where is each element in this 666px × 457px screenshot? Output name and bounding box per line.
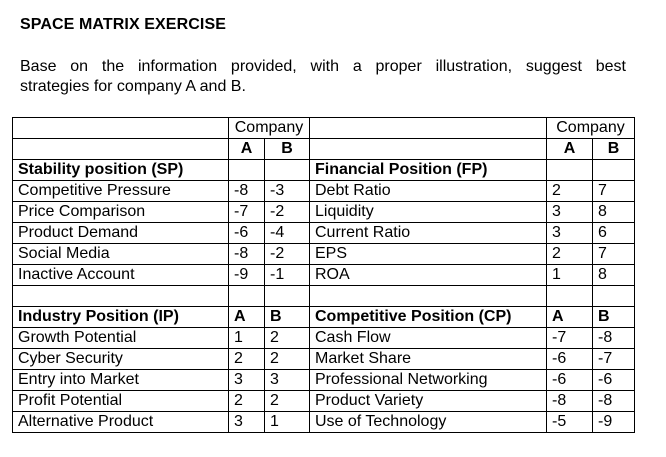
cp-heading: Competitive Position (CP) <box>310 307 547 328</box>
fp-value-a: 2 <box>547 244 593 265</box>
company-header-right: Company <box>547 118 635 139</box>
ip-value-b: 2 <box>265 328 310 349</box>
sp-value-b: -4 <box>265 223 310 244</box>
cp-value-b: -8 <box>593 328 635 349</box>
table-row <box>13 223 635 244</box>
col-a-header-right: A <box>547 139 593 160</box>
instructions-line-2: strategies for company A and B. <box>20 78 246 95</box>
ip-col-b-header: B <box>265 307 310 328</box>
sp-value-a: -7 <box>229 202 265 223</box>
ip-value-a: 3 <box>229 370 265 391</box>
fp-value-b: 6 <box>593 223 635 244</box>
ip-factor-label: Profit Potential <box>13 391 229 412</box>
fp-factor-label: EPS <box>310 244 547 265</box>
ip-value-b: 2 <box>265 349 310 370</box>
fp-factor-label: Liquidity <box>310 202 547 223</box>
ip-heading: Industry Position (IP) <box>13 307 229 328</box>
sp-factor-label: Product Demand <box>13 223 229 244</box>
table-row <box>13 202 635 223</box>
cp-factor-label: Cash Flow <box>310 328 547 349</box>
col-b-header-right: B <box>593 139 635 160</box>
cp-value-b: -9 <box>593 412 635 433</box>
cp-factor-label: Professional Networking <box>310 370 547 391</box>
sp-factor-label: Price Comparison <box>13 202 229 223</box>
cp-value-a: -6 <box>547 370 593 391</box>
space-matrix-table <box>12 117 635 433</box>
cp-value-a: -8 <box>547 391 593 412</box>
sp-factor-label: Competitive Pressure <box>13 181 229 202</box>
cp-value-b: -8 <box>593 391 635 412</box>
table-row <box>13 244 635 265</box>
cp-factor-label: Product Variety <box>310 391 547 412</box>
cp-value-b: -6 <box>593 370 635 391</box>
ip-value-b: 3 <box>265 370 310 391</box>
fp-value-a: 3 <box>547 223 593 244</box>
cp-value-a: -5 <box>547 412 593 433</box>
sp-value-a: -6 <box>229 223 265 244</box>
ab-header-row <box>13 139 635 160</box>
cp-factor-label: Market Share <box>310 349 547 370</box>
table-row <box>13 349 635 370</box>
cp-col-a-header: A <box>547 307 593 328</box>
fp-value-b: 7 <box>593 181 635 202</box>
instructions-line-1: Base on the information provided, with a proper illustration, suggest best <box>20 58 626 75</box>
table-row <box>13 328 635 349</box>
fp-value-a: 3 <box>547 202 593 223</box>
ip-value-a: 1 <box>229 328 265 349</box>
ip-cp-heading-row <box>13 307 635 328</box>
col-b-header-left: B <box>265 139 310 160</box>
fp-value-b: 8 <box>593 265 635 286</box>
table-row <box>13 181 635 202</box>
table-row <box>13 370 635 391</box>
cp-value-a: -6 <box>547 349 593 370</box>
spacer-row <box>13 286 635 307</box>
exercise-instructions <box>20 57 626 97</box>
sp-value-a: -8 <box>229 181 265 202</box>
ip-value-b: 2 <box>265 391 310 412</box>
company-header-left: Company <box>229 118 310 139</box>
sp-heading: Stability position (SP) <box>13 160 229 181</box>
fp-heading: Financial Position (FP) <box>310 160 547 181</box>
sp-value-a: -9 <box>229 265 265 286</box>
table-row <box>13 391 635 412</box>
table-row <box>13 412 635 433</box>
company-header-row <box>13 118 635 139</box>
fp-factor-label: ROA <box>310 265 547 286</box>
ip-factor-label: Alternative Product <box>13 412 229 433</box>
sp-value-b: -1 <box>265 265 310 286</box>
table-row <box>13 265 635 286</box>
sp-fp-heading-row <box>13 160 635 181</box>
ip-value-a: 2 <box>229 391 265 412</box>
col-a-header-left: A <box>229 139 265 160</box>
ip-col-a-header: A <box>229 307 265 328</box>
sp-value-b: -2 <box>265 202 310 223</box>
sp-value-b: -2 <box>265 244 310 265</box>
fp-value-a: 1 <box>547 265 593 286</box>
fp-value-a: 2 <box>547 181 593 202</box>
ip-factor-label: Entry into Market <box>13 370 229 391</box>
fp-factor-label: Debt Ratio <box>310 181 547 202</box>
ip-factor-label: Growth Potential <box>13 328 229 349</box>
cp-col-b-header: B <box>593 307 635 328</box>
fp-value-b: 8 <box>593 202 635 223</box>
sp-value-b: -3 <box>265 181 310 202</box>
ip-factor-label: Cyber Security <box>13 349 229 370</box>
fp-factor-label: Current Ratio <box>310 223 547 244</box>
ip-value-a: 2 <box>229 349 265 370</box>
cp-value-b: -7 <box>593 349 635 370</box>
ip-value-a: 3 <box>229 412 265 433</box>
cp-value-a: -7 <box>547 328 593 349</box>
cp-factor-label: Use of Technology <box>310 412 547 433</box>
sp-factor-label: Social Media <box>13 244 229 265</box>
document-title: SPACE MATRIX EXERCISE <box>20 16 226 33</box>
ip-value-b: 1 <box>265 412 310 433</box>
fp-value-b: 7 <box>593 244 635 265</box>
sp-value-a: -8 <box>229 244 265 265</box>
sp-factor-label: Inactive Account <box>13 265 229 286</box>
